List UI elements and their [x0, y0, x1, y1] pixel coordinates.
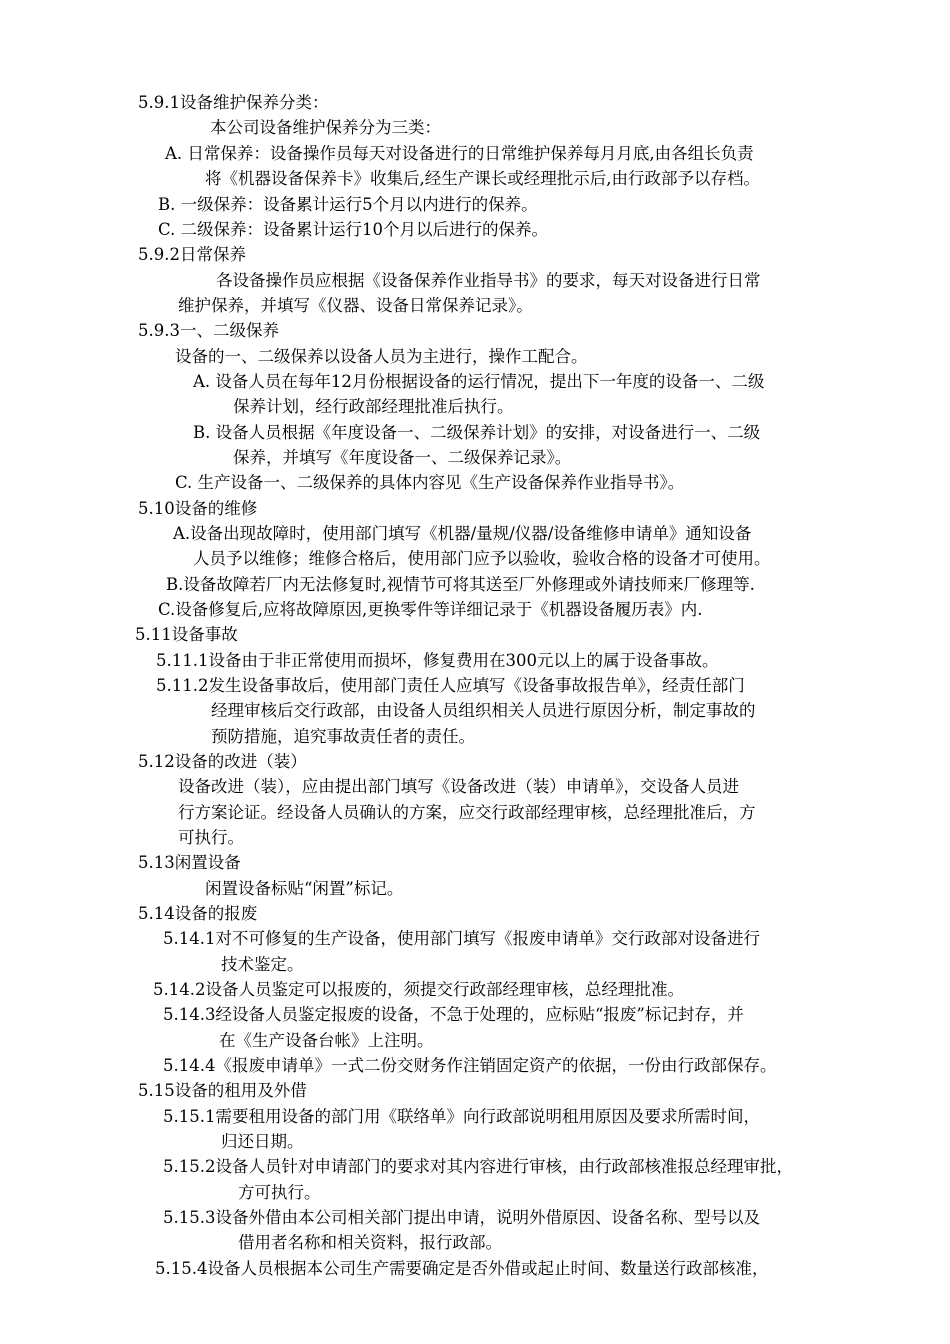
heading-5-12: 5.12设备的改进（装）: [138, 752, 307, 771]
heading-5-10: 5.10设备的维修: [138, 499, 258, 518]
item-5-15-3: 5.15.3设备外借由本公司相关部门提出申请，说明外借原因、设备名称、型号以及: [163, 1208, 760, 1227]
item-5-14-2: 5.14.2设备人员鉴定可以报废的，须提交行政部经理审核，总经理批准。: [153, 980, 684, 999]
item-5-15-1-cont: 归还日期。: [221, 1132, 304, 1151]
list-item-a: A. 日常保养：设备操作员每天对设备进行的日常维护保养每月月底,由各组长负责: [165, 144, 754, 163]
list-item-a: A. 设备人员在每年12月份根据设备的运行情况，提出下一年度的设备一、二级: [193, 372, 765, 391]
paragraph-line: 行方案论证。经设备人员确认的方案，应交行政部经理审核，总经理批准后，方: [178, 803, 756, 822]
heading-5-9-3: 5.9.3一、二级保养: [138, 321, 279, 340]
list-item-a-cont: 将《机器设备保养卡》收集后,经生产课长或经理批示后,由行政部予以存档。: [205, 169, 760, 188]
item-5-14-3: 5.14.3经设备人员鉴定报废的设备，不急于处理的，应标贴“报废”标记封存，并: [163, 1005, 744, 1024]
item-5-11-2-cont: 预防措施，追究事故责任者的责任。: [211, 727, 475, 746]
paragraph-line: 可执行。: [178, 828, 244, 847]
list-item-a-cont: 保养计划，经行政部经理批准后执行。: [233, 397, 514, 416]
item-5-15-1: 5.15.1需要租用设备的部门用《联络单》向行政部说明租用原因及要求所需时间，: [163, 1107, 760, 1126]
item-5-11-1: 5.11.1设备由于非正常使用而损坏，修复费用在300元以上的属于设备事故。: [156, 651, 719, 670]
paragraph-line: 各设备操作员应根据《设备保养作业指导书》的要求，每天对设备进行日常: [216, 271, 761, 290]
list-item-b: B. 设备人员根据《年度设备一、二级保养计划》的安排，对设备进行一、二级: [193, 423, 761, 442]
item-5-14-1-cont: 技术鉴定。: [221, 955, 304, 974]
list-item-c: C. 二级保养：设备累计运行10个月以后进行的保养。: [158, 220, 549, 239]
heading-5-14: 5.14设备的报废: [138, 904, 258, 923]
list-item-c: C. 生产设备一、二级保养的具体内容见《生产设备保养作业指导书》。: [175, 473, 685, 492]
heading-5-13: 5.13闲置设备: [138, 853, 241, 872]
item-5-14-4: 5.14.4《报废申请单》一式二份交财务作注销固定资产的依据，一份由行政部保存。: [163, 1056, 777, 1075]
list-item-b: B. 一级保养：设备累计运行5个月以内进行的保养。: [158, 195, 538, 214]
paragraph-line: 本公司设备维护保养分为三类：: [210, 118, 441, 137]
heading-5-9-2: 5.9.2日常保养: [138, 245, 246, 264]
item-5-15-4: 5.15.4设备人员根据本公司生产需要确定是否外借或起止时间、数量送行政部核准，: [155, 1259, 769, 1278]
heading-5-11: 5.11设备事故: [135, 625, 238, 644]
item-5-15-3-cont: 借用者名称和相关资料，报行政部。: [238, 1233, 502, 1252]
paragraph-line: 维护保养，并填写《仪器、设备日常保养记录》。: [178, 296, 533, 315]
paragraph-line: 设备改进（装），应由提出部门填写《设备改进（装）申请单》，交设备人员进: [178, 777, 739, 796]
list-item-b: B.设备故障若厂内无法修复时,视情节可将其送至厂外修理或外请技师来厂修理等.: [166, 575, 755, 594]
item-5-11-2: 5.11.2发生设备事故后，使用部门责任人应填写《设备事故报告单》，经责任部门: [156, 676, 745, 695]
item-5-14-1: 5.14.1对不可修复的生产设备，使用部门填写《报废申请单》交行政部对设备进行: [163, 929, 760, 948]
list-item-b-cont: 保养，并填写《年度设备一、二级保养记录》。: [233, 448, 572, 467]
item-5-15-2: 5.15.2设备人员针对申请部门的要求对其内容进行审核，由行政部核准报总经理审批，: [163, 1157, 793, 1176]
paragraph-line: 设备的一、二级保养以设备人员为主进行，操作工配合。: [175, 347, 588, 366]
heading-5-9-1: 5.9.1设备维护保养分类：: [138, 93, 329, 112]
item-5-14-3-cont: 在《生产设备台帐》上注明。: [219, 1031, 434, 1050]
list-item-c: C.设备修复后,应将故障原因,更换零件等详细记录于《机器设备履历表》内.: [158, 600, 703, 619]
list-item-a: A.设备出现故障时，使用部门填写《机器/量规/仪器/设备维修申请单》通知设备: [173, 524, 752, 543]
heading-5-15: 5.15设备的租用及外借: [138, 1081, 307, 1100]
list-item-a-cont: 人员予以维修；维修合格后，使用部门应予以验收，验收合格的设备才可使用。: [193, 549, 771, 568]
item-5-11-2-cont: 经理审核后交行政部，由设备人员组织相关人员进行原因分析，制定事故的: [211, 701, 756, 720]
paragraph-line: 闲置设备标贴“闲置”标记。: [205, 879, 404, 898]
item-5-15-2-cont: 方可执行。: [238, 1183, 321, 1202]
